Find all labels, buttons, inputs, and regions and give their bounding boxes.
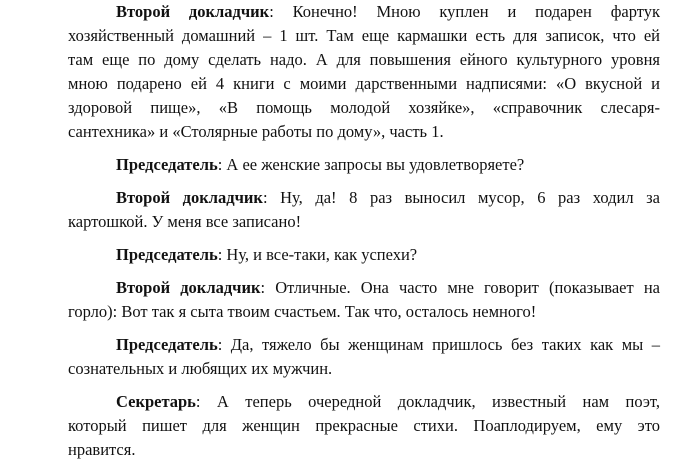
dialogue-paragraph [68, 186, 660, 234]
text-line [68, 438, 660, 462]
text-line [68, 390, 660, 414]
speech-text: : Да, тяжело бы женщинам пришлось без таких как мы – [217, 335, 660, 354]
text-line [68, 300, 660, 324]
speech-text: нравится. [68, 440, 136, 459]
dialogue-paragraph [68, 243, 660, 267]
text-line [68, 333, 660, 357]
speech-text: : А ее женские запросы вы удовлетворяете? [217, 155, 525, 174]
speech-text: : А теперь очередной докладчик, известный нам поэт, [195, 392, 660, 411]
speech-text: мною подарено ей 4 книги с моими дарственными надписями: «О вкусной и [68, 74, 660, 93]
text-line [68, 414, 660, 438]
text-line [68, 96, 660, 120]
speaker-name: Секретарь [116, 392, 196, 411]
text-line [68, 72, 660, 96]
speech-text: : Конечно! Мною куплен и подарен фартук [269, 2, 660, 21]
speech-text: : Ну, и все-таки, как успехи? [217, 245, 418, 264]
text-line [68, 0, 660, 24]
text-line [68, 153, 660, 177]
text-line [68, 243, 660, 267]
text-line [68, 276, 660, 300]
speech-text: здоровой пище», «В помощь молодой хозяйке», «справочник слесаря- [68, 98, 660, 117]
speech-text: сантехника» и «Столярные работы по дому», часть 1. [68, 122, 444, 141]
speech-text: картошкой. У меня все записано! [68, 212, 302, 231]
speaker-name: Председатель [116, 245, 218, 264]
speaker-name: Председатель [116, 335, 218, 354]
speech-text: который пишет для женщин прекрасные стихи. Поаплодируем, ему это [68, 416, 660, 435]
speaker-name: Второй докладчик [116, 188, 263, 207]
document-body [68, 0, 660, 471]
speech-text: : Отличные. Она часто мне говорит (показывает на [260, 278, 661, 297]
text-line [68, 120, 660, 144]
dialogue-paragraph [68, 153, 660, 177]
text-line [68, 24, 660, 48]
speaker-name: Второй докладчик [116, 2, 270, 21]
speech-text: горло): Вот так я сыта твоим счастьем. Так что, осталось немного! [68, 302, 537, 321]
dialogue-paragraph [68, 390, 660, 462]
dialogue-paragraph [68, 0, 660, 144]
text-line [68, 48, 660, 72]
speaker-name: Председатель [116, 155, 218, 174]
text-line [68, 186, 660, 210]
dialogue-paragraph [68, 276, 660, 324]
speaker-name: Второй докладчик [116, 278, 261, 297]
text-line [68, 357, 660, 381]
speech-text: хозяйственный домашний – 1 шт. Там еще кармашки есть для записок, что ей [68, 26, 660, 45]
speech-text: сознательных и любящих их мужчин. [68, 359, 333, 378]
speech-text: там еще по дому сделать надо. А для повышения ейного культурного уровня [68, 50, 660, 69]
text-line [68, 210, 660, 234]
speech-text: : Ну, да! 8 раз выносил мусор, 6 раз ходил за [262, 188, 660, 207]
dialogue-paragraph [68, 333, 660, 381]
